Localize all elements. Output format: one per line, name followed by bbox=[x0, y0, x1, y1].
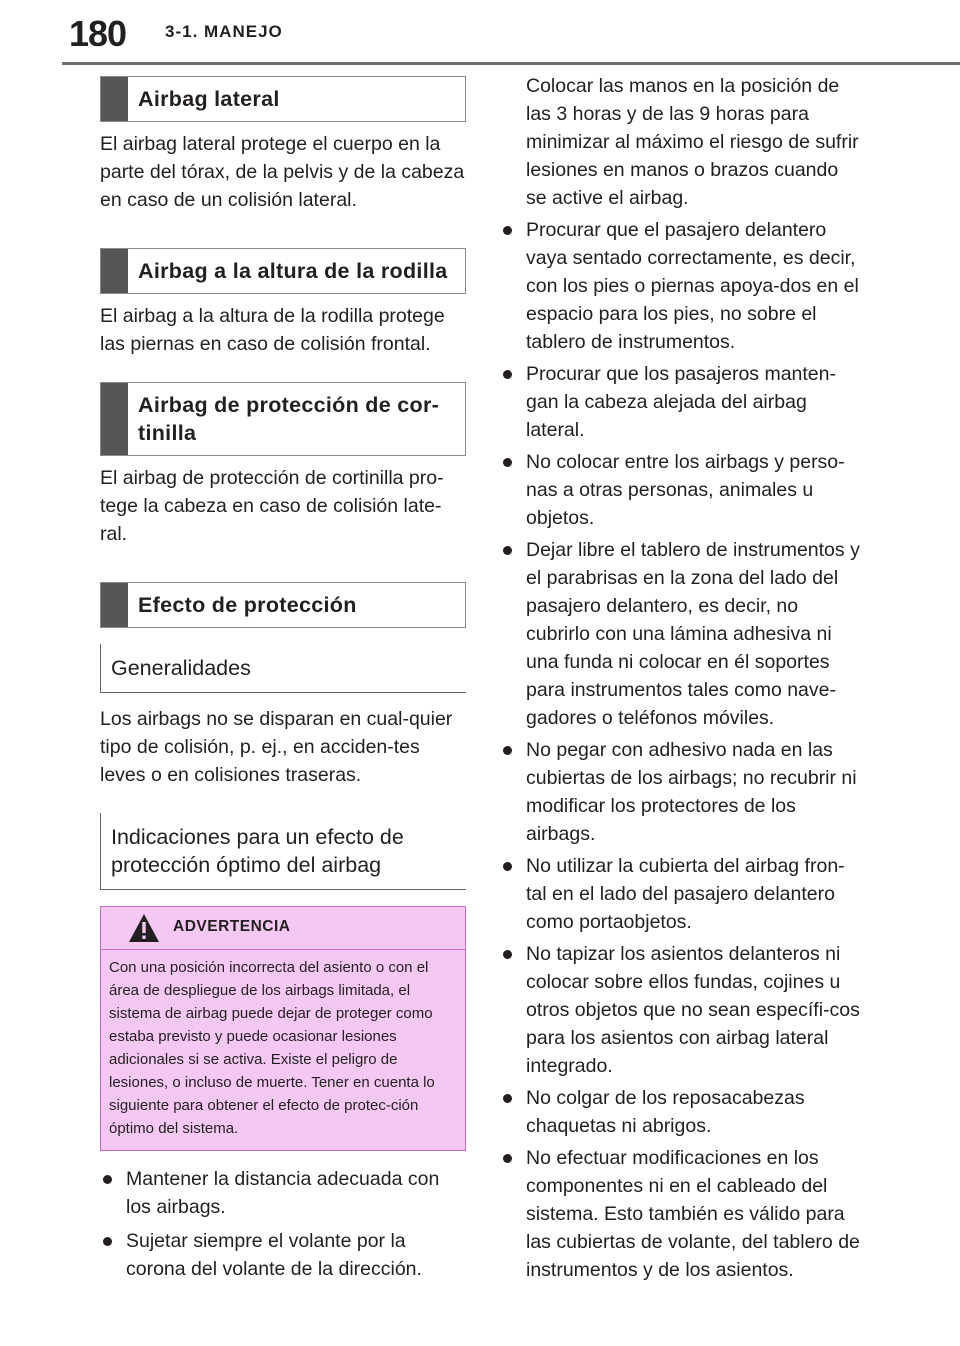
heading-text: Efecto de protección bbox=[138, 593, 357, 617]
heading-text: Airbag de protección de cor-tinilla bbox=[138, 393, 440, 445]
list-item-text: No pegar con adhesivo nada en las cubiertas de los airbags; no recubrir ni modificar los protectores de los airbags. bbox=[526, 739, 857, 845]
heading-text: Airbag lateral bbox=[138, 87, 280, 111]
heading-airbag-lateral bbox=[100, 76, 466, 122]
warning-triangle-icon bbox=[128, 913, 160, 943]
header-divider bbox=[62, 62, 960, 65]
list-item bbox=[500, 1144, 860, 1284]
warning-title: ADVERTENCIA bbox=[173, 918, 291, 935]
list-item-text: Mantener la distancia adecuada con los airbags. bbox=[126, 1168, 440, 1218]
bullet-icon bbox=[503, 458, 512, 467]
list-item-text: Sujetar siempre el volante por la corona del volante de la dirección. bbox=[126, 1230, 422, 1280]
bullet-icon bbox=[503, 370, 512, 379]
list-item-text: Procurar que los pasajeros manten-gan la cabeza alejada del airbag lateral. bbox=[526, 363, 836, 441]
list-item bbox=[500, 448, 860, 532]
bullet-icon bbox=[103, 1237, 112, 1246]
paragraph-generalidades: Los airbags no se disparan en cual-quier tipo de colisión, p. ej., en acciden-tes leves o en colisiones traseras. bbox=[100, 708, 453, 786]
paragraph-airbag-cortinilla: El airbag de protección de cortinilla pro-tege la cabeza en caso de colisión late-ral. bbox=[100, 467, 444, 545]
heading-bar bbox=[101, 383, 128, 455]
heading-airbag-cortinilla bbox=[100, 382, 466, 456]
right-column bbox=[500, 72, 860, 1284]
page-number: 180 bbox=[69, 13, 127, 54]
list-item bbox=[500, 940, 860, 1080]
list-item bbox=[500, 536, 860, 732]
paragraph-continuation: Colocar las manos en la posición de las 3 horas y de las 9 horas para minimizar al máximo el riesgo de sufrir lesiones en manos o brazos cuando se active el airbag. bbox=[526, 75, 859, 209]
heading-bar bbox=[101, 77, 128, 121]
warning-box bbox=[100, 906, 466, 1151]
list-item-text: No colocar entre los airbags y perso-nas a otras personas, animales u objetos. bbox=[526, 451, 845, 529]
bullet-icon bbox=[503, 950, 512, 959]
list-item-text: No efectuar modificaciones en los componentes ni en el cableado del sistema. Esto también es válido para las cubiertas de volante, del tablero de instrumentos y de los asientos. bbox=[526, 1147, 860, 1281]
list-item-text: No tapizar los asientos delanteros ni colocar sobre ellos fundas, cojines u otros objetos que no sean específi-cos para los asientos con airbag lateral integrado. bbox=[526, 943, 860, 1077]
list-item-text: Dejar libre el tablero de instrumentos y el parabrisas en la zona del lado del pasajero delantero, es decir, no cubrirlo con una lámina adhesiva ni una funda ni colocar en él soportes para instrumentos tales como nave-gadores o teléfonos móviles. bbox=[526, 539, 860, 729]
section-title: 3-1. MANEJO bbox=[165, 22, 283, 41]
list-item bbox=[500, 736, 860, 848]
bullet-icon bbox=[503, 1154, 512, 1163]
heading-efecto-proteccion bbox=[100, 582, 466, 628]
heading-airbag-rodilla bbox=[100, 248, 466, 294]
paragraph-airbag-lateral: El airbag lateral protege el cuerpo en la parte del tórax, de la pelvis y de la cabeza en caso de un colisión lateral. bbox=[100, 133, 465, 211]
warning-text: Con una posición incorrecta del asiento o con el área de despliegue de los airbags limitada, el sistema de airbag puede dejar de proteger como estaba previsto y puede ocasionar lesiones adicionales si se activa. Existe el peligro de lesiones, o incluso de muerte. Tener en cuenta lo siguiente para obtener el efecto de protec-ción óptimo del sistema. bbox=[101, 950, 465, 1150]
heading-bar bbox=[101, 249, 128, 293]
list-item bbox=[500, 1084, 860, 1140]
list-item bbox=[100, 1227, 466, 1283]
list-item bbox=[500, 216, 860, 356]
warning-header bbox=[101, 907, 465, 950]
list-item-text: No utilizar la cubierta del airbag fron-tal en el lado del pasajero delantero como portaobjetos. bbox=[526, 855, 845, 933]
left-column bbox=[100, 76, 466, 1283]
bullet-icon bbox=[503, 546, 512, 555]
list-item-text: No colgar de los reposacabezas chaquetas ni abrigos. bbox=[526, 1087, 805, 1137]
list-item bbox=[500, 852, 860, 936]
bullet-icon bbox=[503, 226, 512, 235]
bullet-icon bbox=[103, 1175, 112, 1184]
list-item bbox=[100, 1165, 466, 1221]
list-item bbox=[500, 360, 860, 444]
bullet-icon bbox=[503, 1094, 512, 1103]
bullet-icon bbox=[503, 862, 512, 871]
heading-bar bbox=[101, 583, 128, 627]
subheading-generalidades: Generalidades bbox=[100, 644, 466, 693]
paragraph-airbag-rodilla: El airbag a la altura de la rodilla protege las piernas en caso de colisión frontal. bbox=[100, 305, 445, 355]
heading-text: Airbag a la altura de la rodilla bbox=[138, 259, 448, 283]
bullet-list-right bbox=[500, 216, 860, 1284]
subheading-indicaciones: Indicaciones para un efecto de protección óptimo del airbag bbox=[100, 813, 466, 890]
list-item-text: Procurar que el pasajero delantero vaya sentado correctamente, es decir, con los pies o piernas apoya-dos en el espacio para los pies, no sobre el tablero de instrumentos. bbox=[526, 219, 859, 353]
bullet-list-left bbox=[100, 1165, 466, 1283]
bullet-icon bbox=[503, 746, 512, 755]
